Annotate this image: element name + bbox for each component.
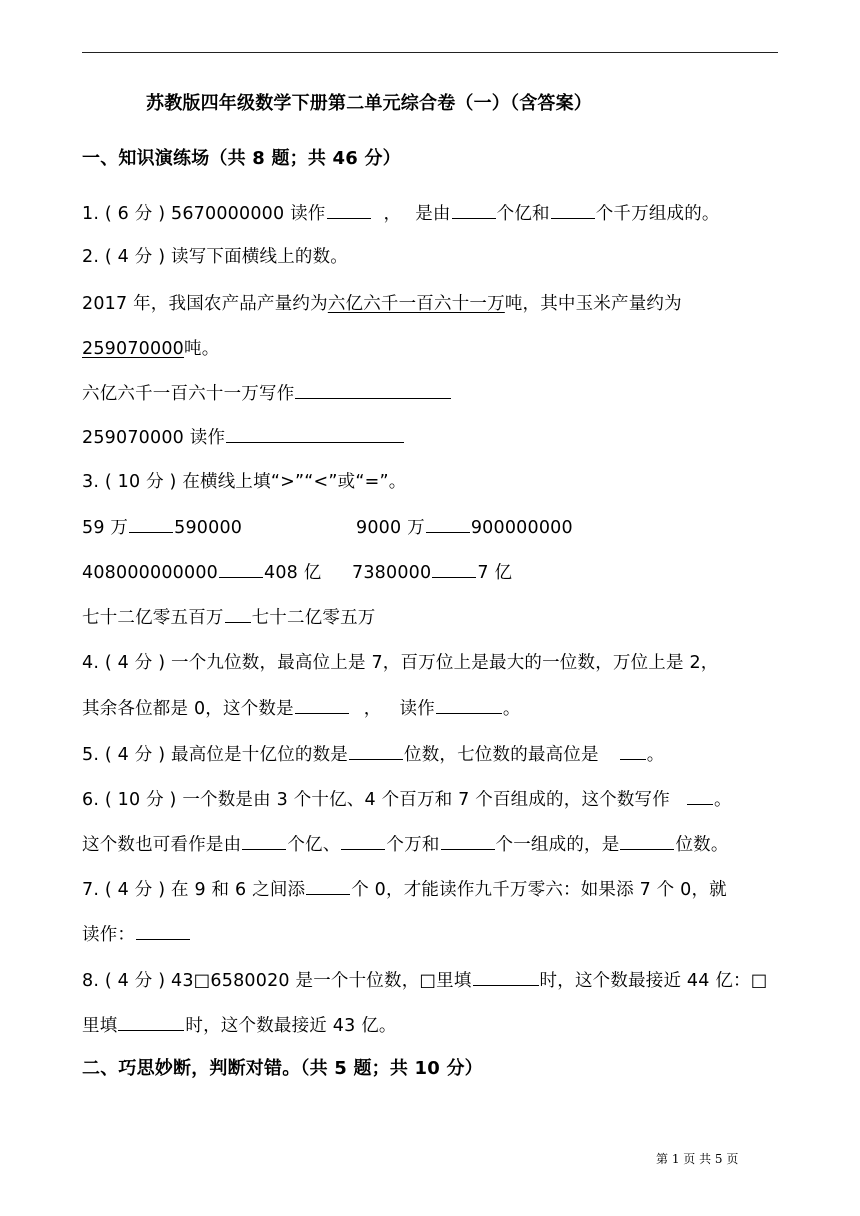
question-3-row-1b: 9000 万 900000000 [356, 518, 573, 538]
answer-blank [441, 833, 495, 850]
question-2-write: 六亿六千一百六十一万写作 [82, 382, 452, 405]
question-3-heading: 3. ( 10 分 ) 在横线上填“>”“<”或“=”。 [82, 472, 407, 492]
question-7-line-1: 7. ( 4 分 ) 在 9 和 6 之间添 个 0，才能读作九千万零六：如果添 7 个 0，就 [82, 880, 727, 900]
answer-blank [687, 788, 713, 805]
answer-blank [341, 833, 385, 850]
question-6-line-2: 这个数也可看作是由 个亿、 个万和 个一组成的，是 位数。 [82, 835, 729, 855]
question-4-line-2: 其余各位都是 0，这个数是 ， 读作 。 [82, 699, 521, 719]
question-2-text: 2017 年，我国农产品产量约为六亿六千一百六十一万吨，其中玉米产量约为 [82, 294, 682, 314]
answer-blank [452, 202, 496, 219]
answer-blank [295, 697, 349, 714]
answer-blank [551, 202, 595, 219]
question-2-heading: 2. ( 4 分 ) 读写下面横线上的数。 [82, 247, 348, 267]
answer-blank [306, 878, 350, 895]
answer-blank [327, 202, 371, 219]
section-1-heading: 一、知识演练场（共 8 题；共 46 分） [82, 148, 401, 169]
underlined-number: 六亿六千一百六十一万 [327, 294, 505, 314]
page-title: 苏教版四年级数学下册第二单元综合卷（一）（含答案） [146, 93, 592, 114]
answer-blank [225, 606, 251, 623]
answer-blank [118, 1014, 184, 1031]
answer-blank [349, 743, 403, 760]
underlined-number: 259070000 [82, 339, 185, 359]
answer-blank [219, 561, 263, 578]
answer-blank [620, 833, 674, 850]
question-3-row-2b: 7380000 7 亿 [352, 563, 513, 583]
answer-blank [136, 923, 190, 940]
question-8-line-1: 8. ( 4 分 ) 43□6580020 是一个十位数，□里填 时，这个数最接近 44 亿：□ [82, 971, 768, 991]
answer-blank [426, 516, 470, 533]
answer-blank [620, 743, 646, 760]
section-2-heading: 二、巧思妙断，判断对错。（共 5 题；共 10 分） [82, 1058, 483, 1079]
question-1: 1. ( 6 分 ) 5670000000 读作 ， 是由 个亿和 个千万组成的。 [82, 204, 720, 224]
question-2-text-2: 259070000吨。 [82, 339, 220, 359]
question-3-row-1a: 59 万 590000 [82, 518, 243, 538]
answer-blank [295, 382, 451, 399]
answer-blank [436, 697, 502, 714]
answer-blank [226, 426, 404, 443]
question-3-row-3: 七十二亿零五百万 七十二亿零五万 [82, 608, 376, 628]
answer-blank [473, 969, 539, 986]
answer-blank [129, 516, 173, 533]
header-rule [82, 52, 778, 53]
question-3-row-2a: 408000000000 408 亿 [82, 563, 322, 583]
question-2-read: 259070000 读作 [82, 426, 405, 449]
question-4-line-1: 4. ( 4 分 ) 一个九位数，最高位上是 7，百万位上是最大的一位数，万位上是 2， [82, 653, 719, 673]
question-6-line-1: 6. ( 10 分 ) 一个数是由 3 个十亿、4 个百万和 7 个百组成的，这个数写作 。 [82, 790, 732, 810]
answer-blank [242, 833, 286, 850]
page-footer: 第 1 页 共 5 页 [656, 1152, 739, 1166]
question-7-line-2: 读作： [82, 923, 191, 946]
question-8-line-2: 里填 时，这个数最接近 43 亿。 [82, 1016, 397, 1036]
answer-blank [432, 561, 476, 578]
question-5: 5. ( 4 分 ) 最高位是十亿位的数是 位数，七位数的最高位是 。 [82, 745, 665, 765]
